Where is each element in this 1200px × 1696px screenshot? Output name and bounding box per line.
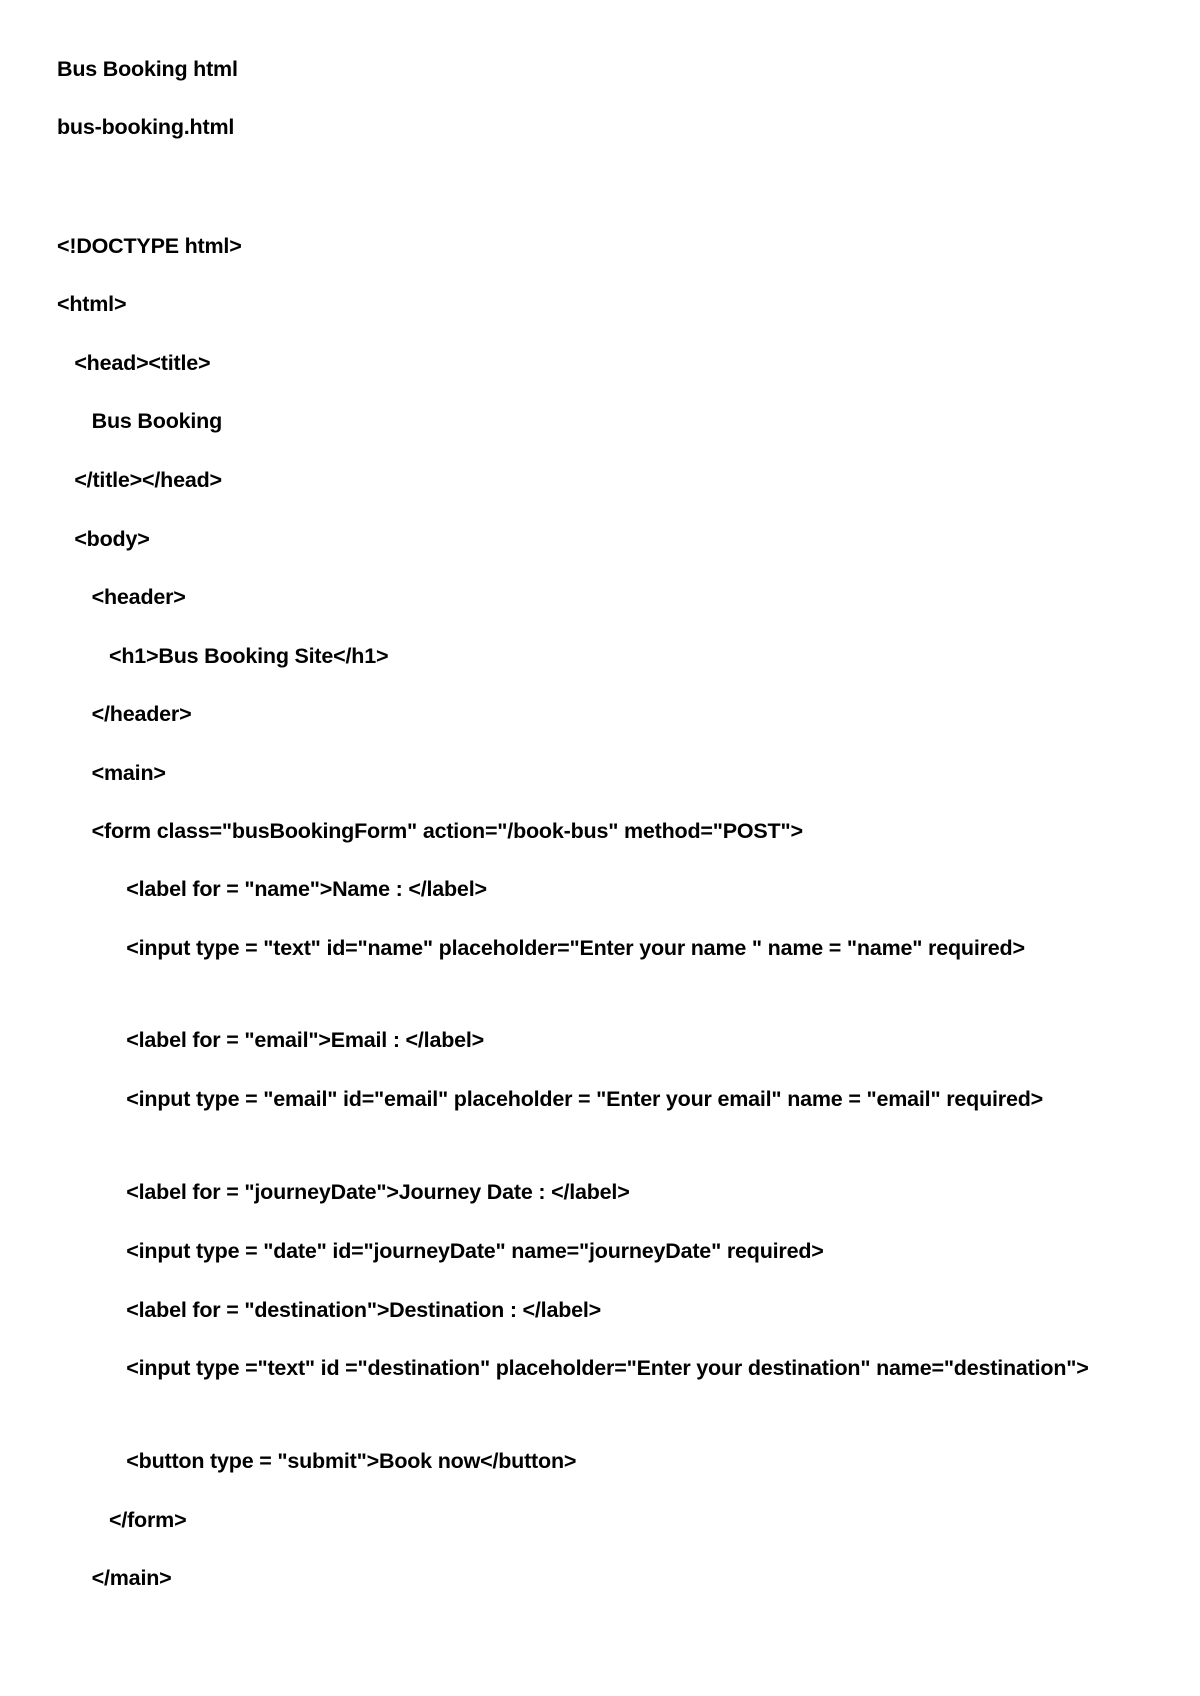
- code-line: <h1>Bus Booking Site</h1>: [57, 644, 389, 668]
- code-line: <button type = "submit">Book now</button>: [57, 1449, 577, 1473]
- code-line: <label for = "destination">Destination : </label>: [57, 1298, 602, 1322]
- code-line: </form>: [57, 1508, 187, 1532]
- code-line: </title></head>: [57, 468, 222, 492]
- code-line: <header>: [57, 585, 186, 609]
- code-line: <input type = "text" id="name" placeholder="Enter your name " name = "name" required>: [57, 936, 1025, 960]
- code-line: <input type = "date" id="journeyDate" name="journeyDate" required>: [57, 1239, 824, 1263]
- code-line: <body>: [57, 527, 150, 551]
- code-line: </header>: [57, 702, 192, 726]
- code-line: <label for = "name">Name : </label>: [57, 877, 487, 901]
- code-line: <input type ="text" id ="destination" placeholder="Enter your destination" name="destination">: [57, 1356, 1089, 1380]
- code-line: <label for = "journeyDate">Journey Date : </label>: [57, 1180, 630, 1204]
- code-line: <html>: [57, 292, 127, 316]
- code-line: <label for = "email">Email : </label>: [57, 1028, 485, 1052]
- document-filename: bus-booking.html: [57, 115, 235, 139]
- code-line: <main>: [57, 761, 166, 785]
- code-line: <!DOCTYPE html>: [57, 234, 242, 258]
- document-title: Bus Booking html: [57, 57, 238, 81]
- code-line: </main>: [57, 1566, 172, 1590]
- code-line: <input type = "email" id="email" placeholder = "Enter your email" name = "email" required>: [57, 1087, 1043, 1111]
- code-line: <form class="busBookingForm" action="/book-bus" method="POST">: [57, 819, 803, 843]
- code-line: <head><title>: [57, 351, 211, 375]
- code-line: Bus Booking: [57, 409, 223, 433]
